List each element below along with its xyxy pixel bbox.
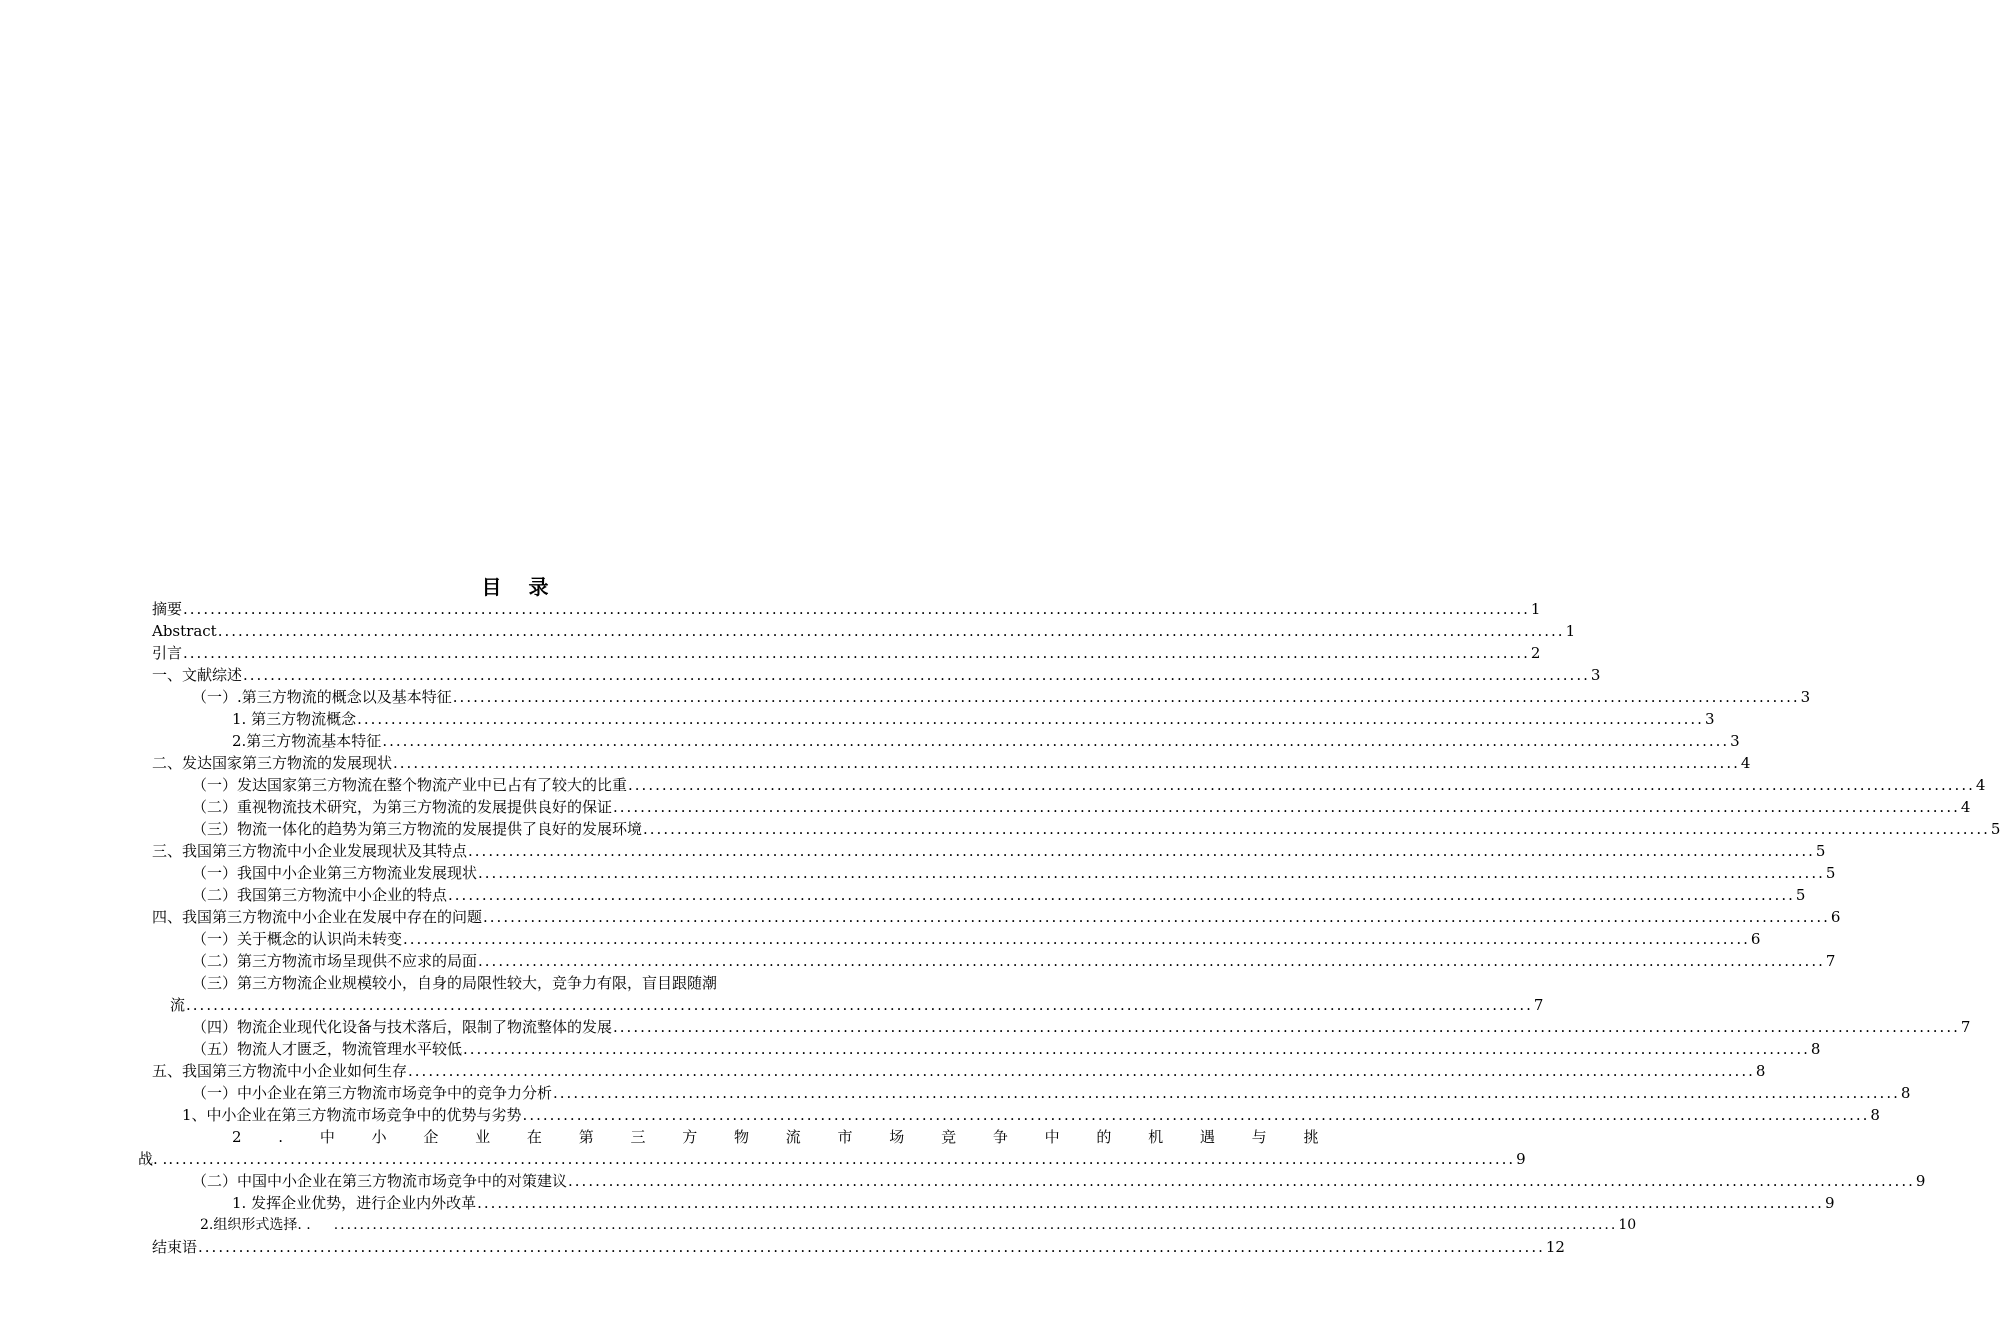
toc-entry[interactable]: 1. 第三方物流概念 ..... 3 (232, 708, 818, 730)
toc-entry[interactable]: 一、文献综述 ..... 3 (152, 664, 860, 686)
toc-entry[interactable]: （一）.第三方物流的概念以及基本特征 ..... 3 (192, 686, 860, 708)
toc-entry[interactable]: 1、中小企业在第三方物流市场竞争中的优势与劣势 ..... 8 (182, 1104, 818, 1126)
toc-entry[interactable]: （二）重视物流技术研究，为第三方物流的发展提供良好的保证 ..... 4 (192, 796, 860, 818)
toc-entry[interactable]: 1. 发挥企业优势，进行企业内外改革 ..... 9 (232, 1192, 860, 1214)
toc-entry-wrapped-line[interactable]: 2 . 中 小 企 业 在 第 三 方 物 流 市 场 竞 争 中 的 机 遇 与 挑 (232, 1128, 1335, 1146)
toc-entry[interactable]: 2.第三方物流基本特征 ..... 3 (232, 730, 860, 752)
toc-entry[interactable]: （一）我国中小企业第三方物流业发展现状 ..... 5 (192, 862, 860, 884)
toc-entry[interactable]: （一）中小企业在第三方物流市场竞争中的竞争力分析 ..... 8 (192, 1082, 860, 1104)
toc-entry[interactable]: （一）关于概念的认识尚未转变 ..... 6 (192, 928, 860, 950)
toc-entry[interactable]: 摘要 ..... 1 (152, 598, 860, 620)
toc-entry-wrapped-line[interactable]: （三）第三方物流企业规模较小，自身的局限性较大，竞争力有限，盲目跟随潮 (192, 974, 718, 992)
toc-entry[interactable]: 战. . ..... 9 (138, 1148, 356, 1170)
toc-entry[interactable]: 流 ..... 7 (170, 994, 860, 1016)
toc-entry[interactable]: （五）物流人才匮乏，物流管理水平较低 ..... 8 (192, 1038, 860, 1060)
toc-entry[interactable]: 三、我国第三方物流中小企业发展现状及其特点 ..... 5 (152, 840, 860, 862)
toc-entry[interactable]: （一）发达国家第三方物流在整个物流产业中已占有了较大的比重 ..... 4 (192, 774, 860, 796)
toc-title: 目 录 (481, 575, 559, 599)
toc-entry[interactable]: （二）我国第三方物流中小企业的特点 ..... 5 (192, 884, 860, 906)
toc-entry[interactable]: Abstract ..... 1 (152, 620, 860, 642)
toc-entry[interactable]: （三）物流一体化的趋势为第三方物流的发展提供了良好的发展环境 ..... 5 (192, 818, 860, 840)
toc-entry[interactable]: 二、发达国家第三方物流的发展现状 ..... 4 (152, 752, 860, 774)
toc-entry[interactable]: （二）中国中小企业在第三方物流市场竞争中的对策建议 ..... 9 (192, 1170, 860, 1192)
toc-entry[interactable]: （四）物流企业现代化设备与技术落后，限制了物流整体的发展 ..... 7 (192, 1016, 860, 1038)
toc-entry[interactable]: 五、我国第三方物流中小企业如何生存 ..... 8 (152, 1060, 860, 1082)
toc-entry[interactable]: （二）第三方物流市场呈现供不应求的局面 ..... 7 (192, 950, 860, 972)
toc-entry[interactable]: 2.组织形式选择. . ..... 10 (200, 1214, 860, 1236)
toc-entry[interactable]: 引言 ..... 2 (152, 642, 860, 664)
toc-entry[interactable]: 四、我国第三方物流中小企业在发展中存在的问题 ..... 6 (152, 906, 860, 928)
toc-entry[interactable]: 结束语 ..... 12 (152, 1236, 860, 1258)
